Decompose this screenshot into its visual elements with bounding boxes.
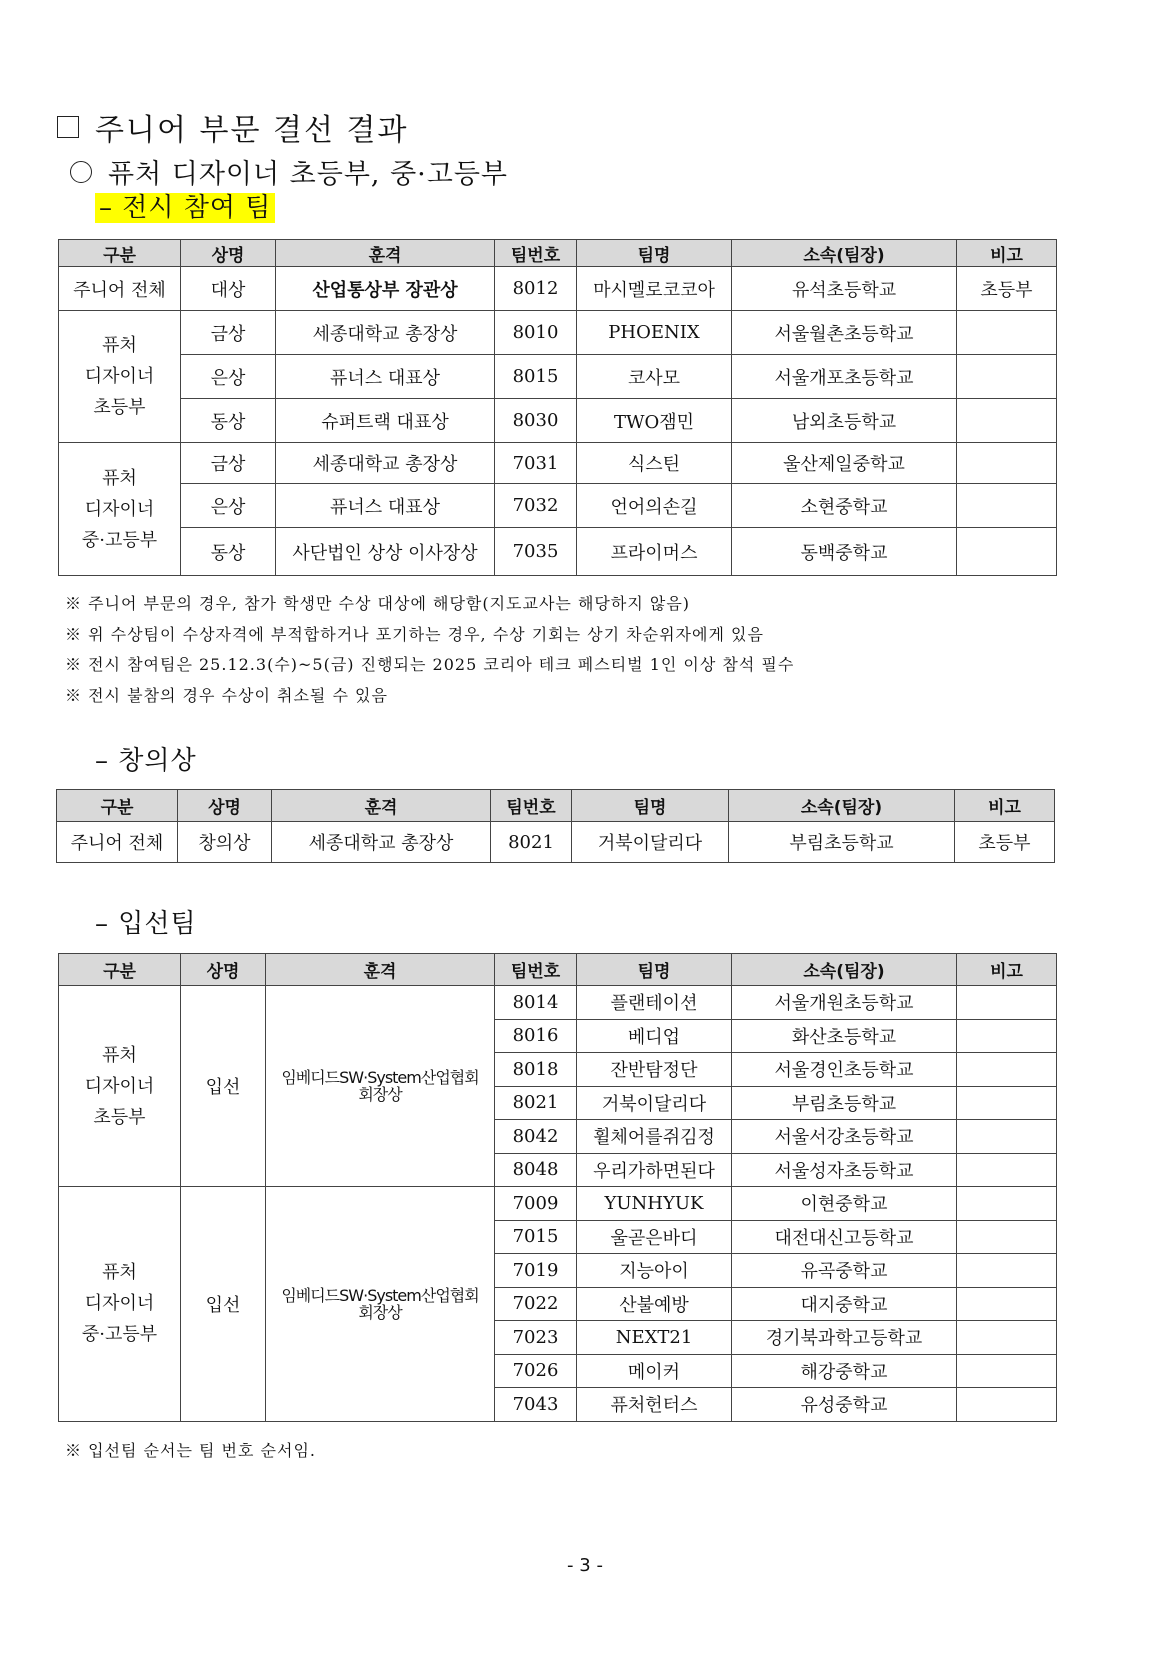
team-cell: YUNHYUK	[577, 1187, 732, 1221]
exhibit-notes	[65, 589, 794, 711]
note-cell	[957, 986, 1057, 1020]
team-cell: 울곧은바디	[577, 1220, 732, 1254]
affil-cell: 서울서강초등학교	[732, 1120, 957, 1154]
award-cell: 창의상	[178, 822, 272, 863]
team-cell: NEXT21	[577, 1321, 732, 1355]
award-cell: 은상	[181, 355, 276, 399]
table-header-row	[57, 790, 1055, 822]
exhibit-table	[58, 239, 1057, 576]
note-cell	[957, 528, 1057, 576]
note-cell	[957, 355, 1057, 399]
note-cell	[957, 311, 1057, 355]
affil-cell: 경기북과학고등학교	[732, 1321, 957, 1355]
affil-cell: 대전대신고등학교	[732, 1220, 957, 1254]
page-number: - 3 -	[567, 1555, 603, 1576]
honor-cell: 세종대학교 총장상	[276, 311, 495, 355]
team-cell: 플랜테이션	[577, 986, 732, 1020]
award-cell: 동상	[181, 528, 276, 576]
team-cell: 식스틴	[577, 443, 732, 484]
note-line: ※ 입선팀 순서는 팀 번호 순서임.	[65, 1441, 316, 1460]
honor-cell: 산업통상부 장관상	[276, 267, 495, 311]
note-line: ※ 주니어 부문의 경우, 참가 학생만 수상 대상에 해당함(지도교사는 해당하지 않음)	[65, 594, 691, 613]
affil-cell: 유곡중학교	[732, 1254, 957, 1288]
creative-table	[56, 789, 1055, 863]
header-cell: 소속(팀장)	[729, 790, 955, 822]
affil-cell: 서울경인초등학교	[732, 1053, 957, 1087]
subsection-title-text: 퓨처 디자이너 초등부, 중·고등부	[108, 159, 508, 190]
header-cell: 비고	[957, 240, 1057, 267]
section-title-text: 주니어 부문 결선 결과	[95, 113, 409, 148]
note-cell	[957, 399, 1057, 443]
team-cell: 우리가하면된다	[577, 1153, 732, 1187]
creative-heading: – 창의상	[95, 746, 197, 776]
team-no-cell: 8016	[495, 1019, 577, 1053]
header-cell: 팀번호	[491, 790, 572, 822]
team-no-cell: 8012	[495, 267, 577, 311]
team-cell: 메이커	[577, 1354, 732, 1388]
table-row	[59, 986, 1057, 1020]
affil-cell: 부림초등학교	[729, 822, 955, 863]
team-no-cell: 8030	[495, 399, 577, 443]
award-cell: 금상	[181, 311, 276, 355]
header-cell: 소속(팀장)	[732, 954, 957, 986]
header-cell: 구분	[59, 954, 181, 986]
affil-cell: 울산제일중학교	[732, 443, 957, 484]
note-cell	[957, 1120, 1057, 1154]
header-cell: 비고	[957, 954, 1057, 986]
award-cell: 금상	[181, 443, 276, 484]
category-cell: 주니어 전체	[57, 822, 178, 863]
honor-cell: 퓨너스 대표상	[276, 484, 495, 528]
table-row	[59, 443, 1057, 484]
team-no-cell: 7043	[495, 1388, 577, 1422]
note-cell	[957, 1388, 1057, 1422]
team-no-cell: 7032	[495, 484, 577, 528]
note-cell	[957, 1254, 1057, 1288]
affil-cell: 화산초등학교	[732, 1019, 957, 1053]
section-title	[57, 105, 408, 149]
category-cell: 주니어 전체	[59, 267, 181, 311]
header-cell: 훈격	[272, 790, 491, 822]
affil-cell: 서울개원초등학교	[732, 986, 957, 1020]
team-no-cell: 8042	[495, 1120, 577, 1154]
header-cell: 상명	[181, 240, 276, 267]
affil-cell: 유석초등학교	[732, 267, 957, 311]
team-no-cell: 8010	[495, 311, 577, 355]
honor-cell: 세종대학교 총장상	[276, 443, 495, 484]
team-no-cell: 8048	[495, 1153, 577, 1187]
team-no-cell: 7026	[495, 1354, 577, 1388]
team-no-cell: 8018	[495, 1053, 577, 1087]
selected-heading: – 입선팀	[95, 909, 197, 939]
note-line: ※ 전시 불참의 경우 수상이 취소될 수 있음	[65, 685, 388, 705]
team-no-cell: 7035	[495, 528, 577, 576]
selected-notes	[65, 1436, 316, 1467]
note-cell	[957, 484, 1057, 528]
note-cell: 초등부	[955, 822, 1055, 863]
note-cell	[957, 1086, 1057, 1120]
award-cell: 동상	[181, 399, 276, 443]
note-cell	[957, 1354, 1057, 1388]
table-row	[59, 355, 1057, 399]
team-cell: 휠체어를쥐김정	[577, 1120, 732, 1154]
award-cell: 입선	[181, 986, 266, 1187]
team-no-cell: 7022	[495, 1287, 577, 1321]
team-no-cell: 8015	[495, 355, 577, 399]
header-cell: 훈격	[266, 954, 495, 986]
team-no-cell: 8014	[495, 986, 577, 1020]
note-cell	[957, 1321, 1057, 1355]
affil-cell: 서울개포초등학교	[732, 355, 957, 399]
header-cell: 팀명	[577, 240, 732, 267]
header-cell: 팀명	[577, 954, 732, 986]
affil-cell: 유성중학교	[732, 1388, 957, 1422]
header-cell: 상명	[181, 954, 266, 986]
table-row	[59, 267, 1057, 311]
header-cell: 소속(팀장)	[732, 240, 957, 267]
team-no-cell: 7019	[495, 1254, 577, 1288]
award-cell: 은상	[181, 484, 276, 528]
header-cell: 상명	[178, 790, 272, 822]
team-no-cell: 7023	[495, 1321, 577, 1355]
team-no-cell: 7031	[495, 443, 577, 484]
team-cell: PHOENIX	[577, 311, 732, 355]
team-no-cell: 8021	[495, 1086, 577, 1120]
team-cell: 잔반탐정단	[577, 1053, 732, 1087]
table-row	[59, 528, 1057, 576]
header-cell: 팀명	[572, 790, 729, 822]
table-row	[59, 399, 1057, 443]
note-cell	[957, 1153, 1057, 1187]
header-cell: 비고	[955, 790, 1055, 822]
note-cell	[957, 443, 1057, 484]
honor-cell: 슈퍼트랙 대표상	[276, 399, 495, 443]
affil-cell: 소현중학교	[732, 484, 957, 528]
team-cell: 퓨처헌터스	[577, 1388, 732, 1422]
header-cell: 팀번호	[495, 240, 577, 267]
team-cell: 마시멜로코코아	[577, 267, 732, 311]
team-cell: 지능아이	[577, 1254, 732, 1288]
table-header-row	[59, 954, 1057, 986]
affil-cell: 서울월촌초등학교	[732, 311, 957, 355]
subsection-title	[70, 152, 508, 191]
note-line: ※ 위 수상팀이 수상자격에 부적합하거나 포기하는 경우, 수상 기회는 상기 차순위자에게 있음	[65, 624, 764, 644]
affil-cell: 남외초등학교	[732, 399, 957, 443]
header-cell: 팀번호	[495, 954, 577, 986]
table-row	[59, 484, 1057, 528]
note-cell	[957, 1019, 1057, 1053]
note-cell	[957, 1287, 1057, 1321]
note-line: ※ 전시 참여팀은 25.12.3(수)~5(금) 진행되는 2025 코리아 테크 페스티벌 1인 이상 참석 필수	[65, 655, 795, 674]
honor-cell: 임베디드SW·System산업협회 회장상	[266, 1187, 495, 1422]
team-cell: TWO잼민	[577, 399, 732, 443]
affil-cell: 동백중학교	[732, 528, 957, 576]
team-cell: 거북이달리다	[572, 822, 729, 863]
affil-cell: 대지중학교	[732, 1287, 957, 1321]
square-bullet-icon	[57, 116, 79, 138]
honor-cell: 사단법인 상상 이사장상	[276, 528, 495, 576]
category-cell: 퓨처 디자이너 초등부	[59, 986, 181, 1187]
note-cell	[957, 1220, 1057, 1254]
note-cell	[957, 1187, 1057, 1221]
team-no-cell: 8021	[491, 822, 572, 863]
table-row	[59, 1187, 1057, 1221]
category-cell: 퓨처 디자이너 초등부	[59, 311, 181, 443]
honor-cell: 임베디드SW·System산업협회 회장상	[266, 986, 495, 1187]
team-cell: 거북이달리다	[577, 1086, 732, 1120]
team-cell: 코사모	[577, 355, 732, 399]
team-cell: 베디업	[577, 1019, 732, 1053]
header-cell: 구분	[59, 240, 181, 267]
table-row	[59, 311, 1057, 355]
team-cell: 언어의손길	[577, 484, 732, 528]
exhibit-heading: – 전시 참여 팀	[95, 187, 275, 224]
header-cell: 훈격	[276, 240, 495, 267]
team-cell: 산불예방	[577, 1287, 732, 1321]
team-no-cell: 7015	[495, 1220, 577, 1254]
affil-cell: 부림초등학교	[732, 1086, 957, 1120]
award-cell: 대상	[181, 267, 276, 311]
selected-table	[58, 953, 1057, 1422]
team-cell: 프라이머스	[577, 528, 732, 576]
honor-cell: 세종대학교 총장상	[272, 822, 491, 863]
table-header-row	[59, 240, 1057, 267]
category-cell: 퓨처 디자이너 중·고등부	[59, 443, 181, 576]
affil-cell: 해강중학교	[732, 1354, 957, 1388]
affil-cell: 이현중학교	[732, 1187, 957, 1221]
affil-cell: 서울성자초등학교	[732, 1153, 957, 1187]
honor-cell: 퓨너스 대표상	[276, 355, 495, 399]
category-cell: 퓨처 디자이너 중·고등부	[59, 1187, 181, 1422]
header-cell: 구분	[57, 790, 178, 822]
note-cell	[957, 1053, 1057, 1087]
team-no-cell: 7009	[495, 1187, 577, 1221]
circle-bullet-icon	[70, 161, 92, 183]
award-cell: 입선	[181, 1187, 266, 1422]
note-cell: 초등부	[957, 267, 1057, 311]
table-row	[57, 822, 1055, 863]
